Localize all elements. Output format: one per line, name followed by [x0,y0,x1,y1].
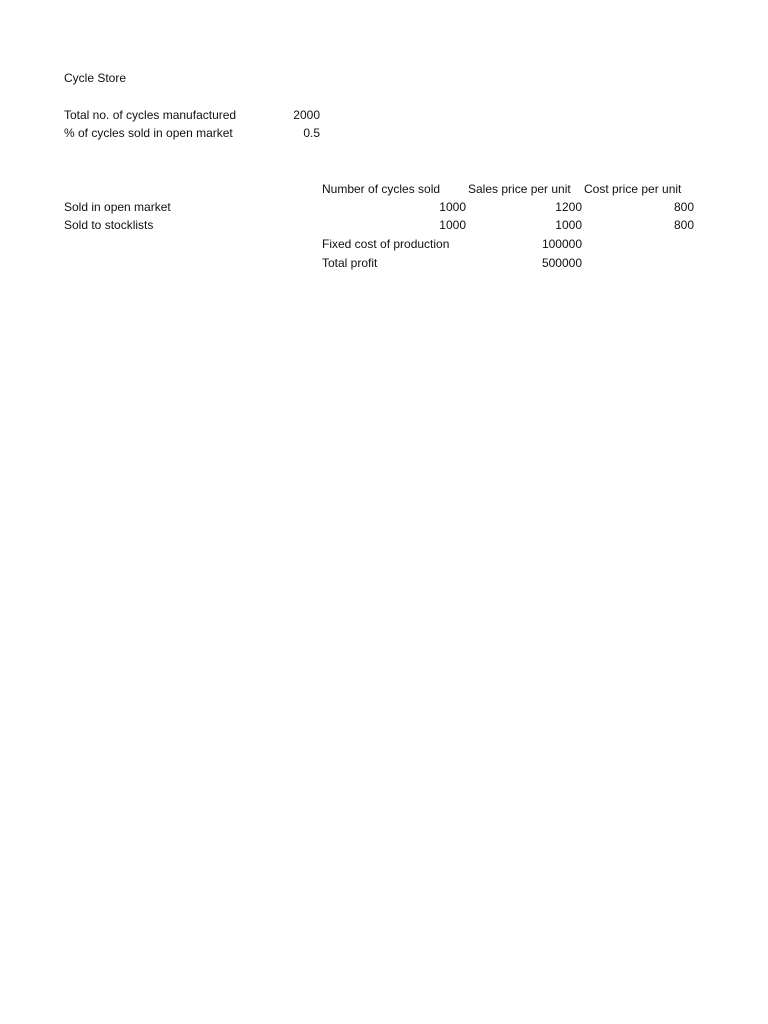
sheet-title: Cycle Store [64,71,127,85]
header-cost-price: Cost price per unit [584,182,682,196]
input-label-open-market-percent: % of cycles sold in open market [64,126,233,140]
input-value-open-market-percent: 0.5 [303,126,320,140]
row-open-market-sales-price: 1200 [555,200,582,214]
fixed-cost-value: 100000 [541,237,582,251]
row-open-market-cycles-sold: 1000 [439,200,466,214]
row-stocklists-sales-price: 1000 [555,218,582,232]
total-profit-value: 500000 [541,256,582,270]
input-value-total-cycles: 2000 [293,108,320,122]
row-stocklists-cycles-sold: 1000 [439,218,466,232]
header-cycles-sold: Number of cycles sold [322,182,441,196]
fixed-cost-label: Fixed cost of production [322,237,450,251]
row-label-stocklists: Sold to stocklists [64,218,154,232]
input-label-total-cycles: Total no. of cycles manufactured [64,108,237,122]
total-profit-label: Total profit [322,256,378,270]
row-stocklists-cost-price: 800 [673,218,694,232]
header-sales-price: Sales price per unit [468,182,571,196]
row-open-market-cost-price: 800 [673,200,694,214]
row-label-open-market: Sold in open market [64,200,171,214]
